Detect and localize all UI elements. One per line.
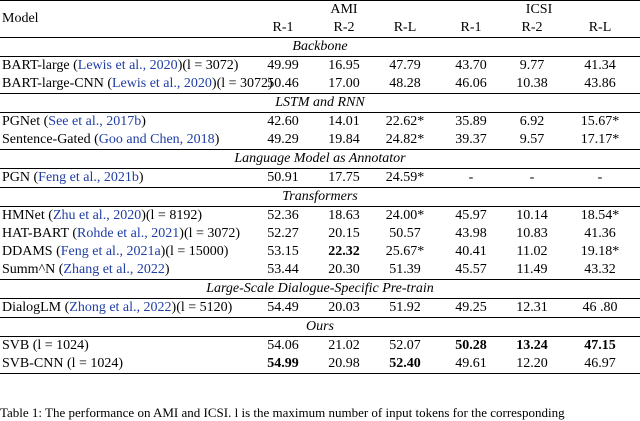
score-cell: 16.95 xyxy=(328,58,360,73)
model-name xyxy=(0,355,250,374)
section-header-row xyxy=(0,280,640,299)
score-cell: 48.28 xyxy=(389,76,421,91)
score-cell: 12.20 xyxy=(504,355,560,374)
score-cell: 43.86 xyxy=(584,76,616,91)
model-name-text: Summ^N ( xyxy=(2,262,64,277)
score-cell: 53.15 xyxy=(267,244,299,259)
score-cell: 49.25 xyxy=(455,300,487,315)
score-cell: 20.30 xyxy=(328,262,360,277)
score-cell: 52.27 xyxy=(267,226,299,241)
header-metric: R-L xyxy=(372,19,438,38)
score-cell: 20.98 xyxy=(316,355,372,374)
header-metric: R-2 xyxy=(316,19,372,38)
score-cell: 51.39 xyxy=(389,262,421,277)
score-cell: 22.62* xyxy=(385,114,425,129)
model-name xyxy=(0,169,250,188)
citation-link[interactable]: Lewis et al., 2020 xyxy=(111,76,212,91)
header-ami-label: AMI xyxy=(330,2,358,17)
citation-link[interactable]: Feng et al., 2021b xyxy=(38,170,139,185)
score-cell: 10.83 xyxy=(516,226,548,241)
table-row xyxy=(0,355,640,374)
section-title: Ours xyxy=(0,318,640,337)
score-cell: 42.60 xyxy=(267,114,299,129)
score-cell: 54.06 xyxy=(267,338,299,353)
score-cell: 10.38 xyxy=(516,76,548,91)
score-cell: 21.02 xyxy=(328,338,360,353)
score-cell: 46.97 xyxy=(560,355,640,374)
score-cell: 43.32 xyxy=(584,262,616,277)
score-cell: 10.14 xyxy=(516,208,548,223)
model-name xyxy=(0,299,250,318)
score-cell: 39.37 xyxy=(455,132,487,147)
model-name-suffix: )(l = 5120) xyxy=(171,300,233,315)
model-name-text: DialogLM ( xyxy=(2,300,70,315)
section-header-row xyxy=(0,318,640,337)
score-cell: 17.00 xyxy=(328,76,360,91)
score-cell: 12.31 xyxy=(516,300,548,315)
section-title: LSTM and RNN xyxy=(0,94,640,113)
score-cell: 52.36 xyxy=(267,208,299,223)
table-row xyxy=(0,113,640,132)
header-row-groups xyxy=(0,1,640,20)
header-metric: R-2 xyxy=(504,19,560,38)
header-metric: R-L xyxy=(560,19,640,38)
section-header-row xyxy=(0,150,640,169)
score-cell: 18.54* xyxy=(580,208,620,223)
citation-link[interactable]: See et al., 2017b xyxy=(48,114,142,129)
score-cell: 24.59* xyxy=(385,170,425,185)
score-cell: 54.99 xyxy=(250,355,316,374)
section-header-row xyxy=(0,38,640,57)
model-name-text: Sentence-Gated ( xyxy=(2,132,99,147)
score-cell: 49.29 xyxy=(267,132,299,147)
model-name xyxy=(0,131,250,150)
table-row xyxy=(0,131,640,150)
table-row xyxy=(0,207,640,226)
model-name-suffix: )(l = 3072) xyxy=(211,76,273,91)
model-name xyxy=(0,113,250,132)
score-cell: 25.67* xyxy=(385,244,425,259)
table-row xyxy=(0,261,640,280)
citation-link[interactable]: Zhu et al., 2020 xyxy=(52,208,142,223)
citation-link[interactable]: Rohde et al., 2021 xyxy=(77,226,180,241)
score-cell: 51.92 xyxy=(389,300,421,315)
score-cell: 41.36 xyxy=(584,226,616,241)
score-cell: 35.89 xyxy=(455,114,487,129)
score-cell: 9.77 xyxy=(519,58,545,73)
section-title: Language Model as Annotator xyxy=(0,150,640,169)
citation-link[interactable]: Zhang et al., 2022 xyxy=(63,262,165,277)
header-metric: R-1 xyxy=(250,19,316,38)
model-name xyxy=(0,207,250,226)
score-cell: 43.98 xyxy=(455,226,487,241)
model-name-suffix: ) xyxy=(138,170,144,185)
score-cell: 19.84 xyxy=(328,132,360,147)
citation-link[interactable]: Feng et al., 2021a xyxy=(60,244,161,259)
score-cell: 50.28 xyxy=(455,338,487,353)
model-name-text: HAT-BART ( xyxy=(2,226,78,241)
score-cell: 6.92 xyxy=(519,114,545,129)
model-name-suffix: )(l = 3072) xyxy=(179,226,241,241)
score-cell: 50.91 xyxy=(267,170,299,185)
section-header-row xyxy=(0,94,640,113)
header-metric: R-1 xyxy=(438,19,504,38)
model-name-suffix: ) xyxy=(214,132,220,147)
score-cell: 13.24 xyxy=(516,338,548,353)
model-name-suffix: )(l = 15000) xyxy=(160,244,229,259)
score-cell: 20.03 xyxy=(328,300,360,315)
section-title: Large-Scale Dialogue-Specific Pre-train xyxy=(0,280,640,299)
citation-link[interactable]: Lewis et al., 2020 xyxy=(77,58,178,73)
score-cell: 18.63 xyxy=(328,208,360,223)
model-name-text: SVB-CNN (l = 1024) xyxy=(2,356,124,371)
model-name-text: BART-large-CNN ( xyxy=(2,76,112,91)
model-name-text: PGNet ( xyxy=(2,114,49,129)
section-header-row xyxy=(0,188,640,207)
model-name xyxy=(0,243,250,261)
table-caption: Table 1: The performance on AMI and ICSI. l is the maximum number of input tokens for the corresponding xyxy=(0,405,565,420)
table-row xyxy=(0,299,640,318)
score-cell: 11.02 xyxy=(516,244,548,259)
score-cell: 17.17* xyxy=(580,132,620,147)
header-icsi xyxy=(438,1,640,20)
model-name xyxy=(0,261,250,280)
score-cell: 52.07 xyxy=(389,338,421,353)
score-cell: 19.18* xyxy=(580,244,620,259)
model-name-text: SVB (l = 1024) xyxy=(2,338,89,353)
model-name-suffix: )(l = 3072) xyxy=(177,58,239,73)
score-cell: - xyxy=(529,170,535,185)
score-cell: - xyxy=(468,170,474,185)
model-name xyxy=(0,337,250,356)
model-name-text: DDAMS ( xyxy=(2,244,61,259)
score-cell: 9.57 xyxy=(519,132,545,147)
table-row xyxy=(0,169,640,188)
section-title: Backbone xyxy=(0,38,640,57)
score-cell: 24.82* xyxy=(385,132,425,147)
score-cell: 54.49 xyxy=(267,300,299,315)
score-cell: 49.99 xyxy=(267,58,299,73)
section-title: Transformers xyxy=(0,188,640,207)
score-cell: 14.01 xyxy=(328,114,360,129)
score-cell: 46 .80 xyxy=(582,300,618,315)
score-cell: 46.06 xyxy=(455,76,487,91)
table-row xyxy=(0,57,640,76)
table-row xyxy=(0,75,640,94)
score-cell: 40.41 xyxy=(455,244,487,259)
score-cell: 50.57 xyxy=(389,226,421,241)
score-cell: 45.57 xyxy=(455,262,487,277)
score-cell: 41.34 xyxy=(584,58,616,73)
table-row xyxy=(0,243,640,261)
score-cell: 43.70 xyxy=(455,58,487,73)
model-name-suffix: ) xyxy=(164,262,170,277)
score-cell: 24.00* xyxy=(385,208,425,223)
score-cell: 47.79 xyxy=(389,58,421,73)
model-name-suffix: ) xyxy=(141,114,146,129)
score-cell: 17.75 xyxy=(328,170,360,185)
table-row xyxy=(0,225,640,243)
model-name-text: HMNet ( xyxy=(2,208,53,223)
score-cell: 49.61 xyxy=(438,355,504,374)
score-cell: 45.97 xyxy=(455,208,487,223)
model-name-suffix: )(l = 8192) xyxy=(141,208,202,223)
header-icsi-label: ICSI xyxy=(525,2,553,17)
score-cell: 53.44 xyxy=(267,262,299,277)
score-cell: 22.32 xyxy=(328,244,360,259)
model-name xyxy=(0,75,273,94)
model-name-text: BART-large ( xyxy=(2,58,78,73)
header-ami xyxy=(250,1,438,20)
model-name xyxy=(0,57,250,76)
score-cell: 50.46 xyxy=(267,76,299,91)
score-cell: 15.67* xyxy=(580,114,620,129)
score-cell: 20.15 xyxy=(328,226,360,241)
score-cell: 52.40 xyxy=(372,355,438,374)
score-cell: 47.15 xyxy=(584,338,616,353)
table-row xyxy=(0,337,640,356)
score-cell: - xyxy=(597,170,603,185)
model-name xyxy=(0,225,250,243)
header-model: Model xyxy=(0,1,250,38)
score-cell: 11.49 xyxy=(516,262,548,277)
model-name-text: PGN ( xyxy=(2,170,39,185)
citation-link[interactable]: Goo and Chen, 2018 xyxy=(98,132,215,147)
citation-link[interactable]: Zhong et al., 2022 xyxy=(69,300,172,315)
